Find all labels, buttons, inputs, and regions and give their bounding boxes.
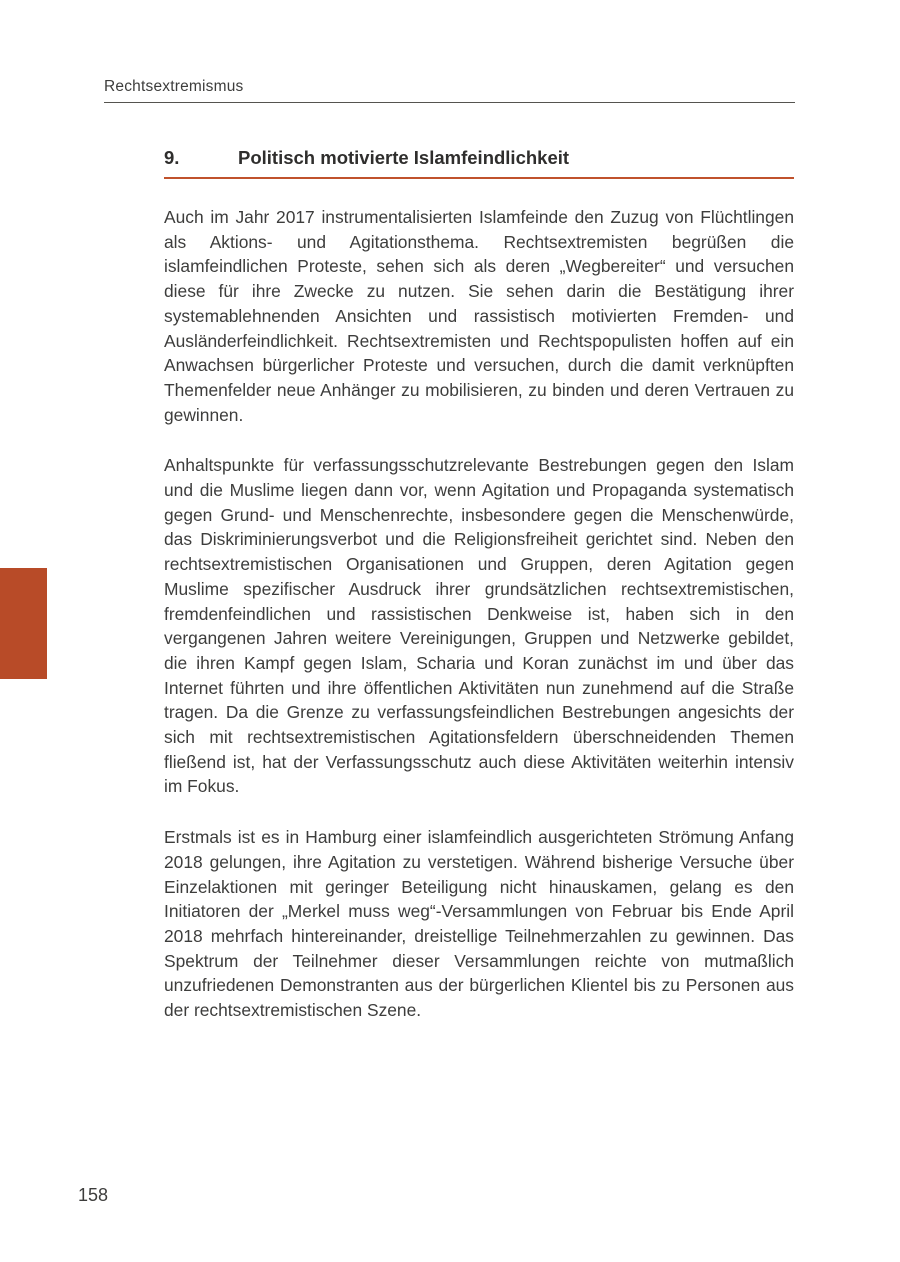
- section-title: Politisch motivierte Islamfeindlichkeit: [238, 147, 570, 168]
- header-rule: [104, 102, 795, 103]
- heading-accent-rule: [164, 177, 794, 179]
- page-number: 158: [78, 1185, 109, 1205]
- paragraph: Auch im Jahr 2017 instrumentalisierten Islamfeinde den Zuzug von Flüchtlingen als Aktions- und Agitationsthema. Rechtsextremisten begrüßen die islamfeindlichen Proteste, sehen sich als deren „Wegbereiter“ und versuchen diese für ihre Zwecke zu nutzen. Sie sehen darin die Bestätigung ihrer systemablehnenden Ansichten und rassistisch motivierten Fremden- und Ausländerfeindlichkeit. Rechtsextremisten und Rechtspopulisten hoffen auf ein Anwachsen bürgerlicher Proteste und versuchen, durch die damit verknüpften Themenfelder neue Anhänger zu mobilisieren, zu binden und deren Vertrauen zu gewinnen.: [164, 207, 794, 425]
- running-header-label: Rechtsextremismus: [104, 78, 244, 95]
- paragraph: Erstmals ist es in Hamburg einer islamfeindlich ausgerichteten Strömung Anfang 2018 gelungen, ihre Agitation zu verstetigen. Während bisherige Versuche über Einzelaktionen mit geringer Beteiligung nicht hinauskamen, gelang es den Initiatoren der „Merkel muss weg“-Versammlungen von Februar bis Ende April 2018 mehrfach hintereinander, dreistellige Teilnehmerzahlen zu gewinnen. Das Spektrum der Teilnehmer dieser Versammlungen reichte von mutmaßlich unzufriedenen Demonstranten aus der bürgerlichen Klientel bis zu Personen aus der rechtsextremistischen Szene.: [164, 827, 794, 1021]
- paragraph: Anhaltspunkte für verfassungsschutzrelevante Bestrebungen gegen den Islam und die Muslime liegen dann vor, wenn Agitation und Propaganda systematisch gegen Grund- und Menschenrechte, insbesondere gegen die Menschenwürde, das Diskriminierungsverbot und die Religionsfreiheit gerichtet sind. Neben den rechtsextremistischen Organisationen und Gruppen, deren Agitation gegen Muslime spezifischer Ausdruck ihrer grundsätzlichen rechtsextremistischen, fremdenfeindlichen und rassistischen Denkweise ist, haben sich in den vergangenen Jahren weitere Vereinigungen, Gruppen und Netzwerke gebildet, die ihren Kampf gegen Islam, Scharia und Koran zunächst im und über das Internet führten und ihre öffentlichen Aktivitäten nun zunehmend auf die Straße tragen. Da die Grenze zu verfassungsfeindlichen Bestrebungen angesichts der sich mit rechtsextremistischen Agitationsfeldern überschneidenden Themen fließend ist, hat der Verfassungsschutz auch diese Aktivitäten weiterhin intensiv im Fokus.: [164, 455, 794, 797]
- running-header: [104, 78, 795, 103]
- content-column: [164, 146, 794, 1023]
- section-heading: [164, 146, 794, 169]
- chapter-tab-marker: [0, 568, 47, 679]
- section-number: 9.: [164, 147, 180, 168]
